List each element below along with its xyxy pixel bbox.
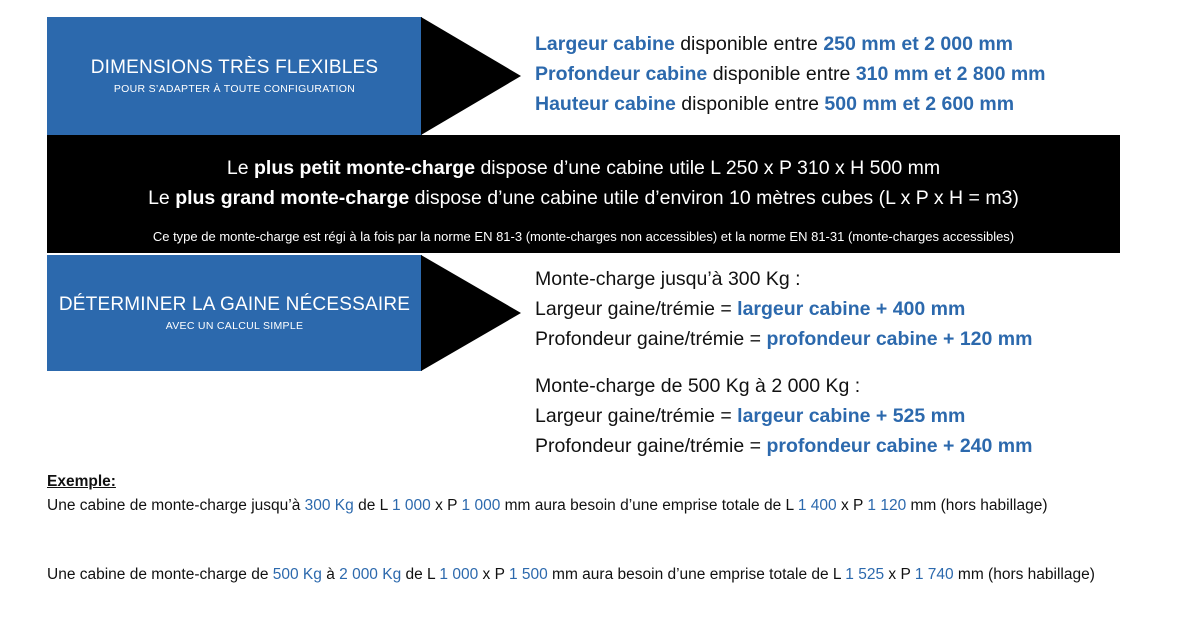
calc-500-to-2000kg	[535, 371, 1032, 461]
calc-heading: Monte-charge jusqu’à 300 Kg :	[535, 268, 801, 290]
calc-up-to-300kg	[535, 264, 1032, 354]
cabin-size-band	[47, 135, 1120, 253]
smallest-lift-line: Le plus petit monte-charge dispose d’une cabine utile L 250 x P 310 x H 500 mm	[226, 157, 941, 179]
shaft-calculation-banner	[47, 255, 422, 371]
example-paragraph-2: Une cabine de monte-charge de 500 Kg à 2 000 Kg de L 1 000 x P 1 500 mm aura besoin d’une emprise totale de L 1 525 x P 1 740 mm (hors habillage)	[47, 566, 1095, 583]
calc-heading: Monte-charge de 500 Kg à 2 000 Kg :	[535, 375, 861, 397]
arrow-right-icon	[421, 17, 521, 135]
spec-height: Hauteur cabine disponible entre 500 mm et 2 600 mm	[535, 93, 1015, 115]
spec-depth: Profondeur cabine disponible entre 310 mm et 2 800 mm	[535, 63, 1046, 85]
banner-subtitle: AVEC UN CALCUL SIMPLE	[165, 320, 304, 332]
calc-width: Largeur gaine/trémie = largeur cabine + 525 mm	[535, 405, 966, 427]
spec-width: Largeur cabine disponible entre 250 mm et 2 000 mm	[535, 33, 1014, 55]
example-paragraph-1: Une cabine de monte-charge jusqu’à 300 Kg de L 1 000 x P 1 000 mm aura besoin d’une emprise totale de L 1 400 x P 1 120 mm (hors habillage)	[47, 497, 1048, 514]
flexible-dimensions-banner	[47, 17, 422, 135]
calc-depth: Profondeur gaine/trémie = profondeur cabine + 240 mm	[535, 435, 1033, 457]
calc-depth: Profondeur gaine/trémie = profondeur cabine + 120 mm	[535, 328, 1033, 350]
calc-width: Largeur gaine/trémie = largeur cabine + 400 mm	[535, 298, 966, 320]
cabin-dimension-list	[535, 29, 1046, 119]
arrow-right-icon	[421, 255, 521, 371]
banner-subtitle: POUR S’ADAPTER À TOUTE CONFIGURATION	[113, 83, 356, 95]
banner-title: DIMENSIONS TRÈS FLEXIBLES	[90, 57, 379, 78]
example-title: Exemple:	[47, 473, 116, 490]
largest-lift-line: Le plus grand monte-charge dispose d’une cabine utile d’environ 10 mètres cubes (L x P x H = m3)	[148, 187, 1019, 209]
norm-note: Ce type de monte-charge est régi à la fois par la norme EN 81-3 (monte-charges non accessibles) et la norme EN 81-31 (monte-charges accessibles)	[152, 229, 1015, 244]
banner-title: DÉTERMINER LA GAINE NÉCESSAIRE	[58, 294, 411, 315]
